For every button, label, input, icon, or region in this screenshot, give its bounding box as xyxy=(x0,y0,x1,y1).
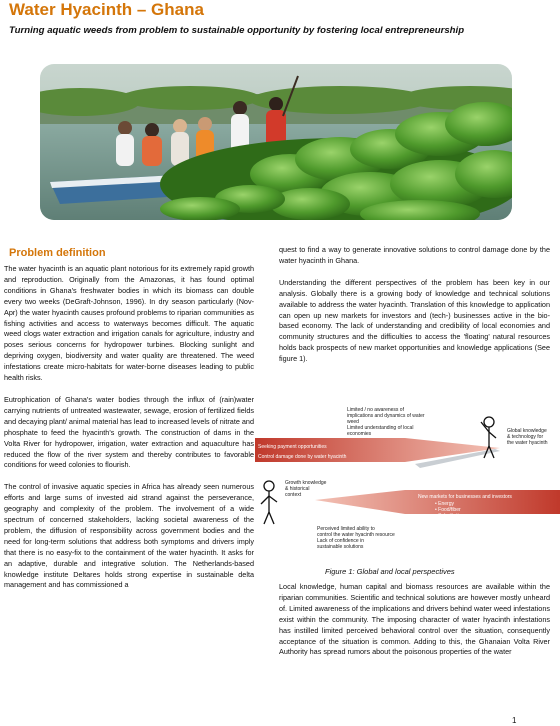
paragraph: Understanding the different perspectives of the problem has been key in our analysis. Globally there is a growing body of knowledge and technical solutions available to address the water hyacinth. Translation of this knowledge to application can open up new markets for investors and (tech-) businesses active in the bio-based economy. The lack of understanding and credibility of local economies and community structures and the difficulties to access the 'floating' natural resources holds back prospects of new market opportunities and knowledge applications (See figure 1). xyxy=(279,277,550,364)
left-person-line-1: Growth knowledge xyxy=(285,480,327,486)
right-band-bullet-1: • Energy xyxy=(435,501,454,507)
bottom-note-line-4: sustainable solutions xyxy=(317,544,364,550)
left-person-line-2: & historical xyxy=(285,486,310,492)
right-band-bullet-3: • Substitution xyxy=(435,513,465,519)
figure-caption: Figure 1: Global and local perspectives xyxy=(325,567,455,576)
paragraph: Local knowledge, human capital and biomass resources are available within the riparian communities. Scientific and technical solutions are however mostly unheard of. Limited awareness of the implications and drivers behind water weed infestations exist within the community. The imposing character of water hyacinth infestations has instilled limited perceived behavioral control over the situation, consequently acceptance of the situation is common. Adding to this, the Ghanaian Volta River Authority has spread rumors about the poisonous properties of the water xyxy=(279,582,550,657)
left-band-line-1: Seeking payment opportunities xyxy=(258,444,327,450)
paragraph: Eutrophication of Ghana's water bodies through the influx of (rain)water carrying nutrients of untreated wastewater, sewage, erosion of fertilized fields and decaying plant/ animal material has lead to increased levels of nitrate and phosphate to feed the hyacinth's growth. The construction of dams in the Volta River for hydropower, irrigation, water extraction and aquaculture has reduced the flow of the river system and thereby contributes to favorable conditions for weed colonies to flourish. xyxy=(4,394,254,470)
figure-global-local-perspectives xyxy=(255,404,560,564)
left-person-line-3: context xyxy=(285,492,302,498)
right-text-column-top xyxy=(279,245,550,376)
top-note-line-5: economies xyxy=(347,431,372,437)
top-note-line-3: weed xyxy=(347,419,359,425)
top-note-line-2: implications and dynamics of water xyxy=(347,413,425,419)
right-text-column-bottom xyxy=(279,582,550,669)
right-person-line-3: the water hyacinth xyxy=(507,440,548,446)
left-text-column xyxy=(4,264,254,602)
right-person-line-2: & technology for xyxy=(507,434,544,440)
paragraph: quest to find a way to generate innovative solutions to control damage done by the water hyacinth in Ghana. xyxy=(279,245,550,265)
document-title: Water Hyacinth – Ghana xyxy=(9,0,204,19)
section-heading-problem-definition: Problem definition xyxy=(9,247,106,259)
hero-photo xyxy=(40,64,512,220)
page-number: 1 xyxy=(512,716,517,725)
bottom-note-line-2: control the water hyacinth resource xyxy=(317,532,395,538)
right-band-bullet-2: • Food/fiber xyxy=(435,507,461,513)
right-person-line-1: Global knowledge xyxy=(507,428,547,434)
paragraph: The water hyacinth is an aquatic plant notorious for its extremely rapid growth and reproduction. Originally from the Amazonas, it has found optimal conditions in Ghana's freshwater bodies in which its biomass can double every two weeks (DeGraft-Johnson, 1996). In dry season particularly (Nov-Apr) the water hyacinth causes profound problems to riparian communities as fishing activities and access to waterways becomes difficult. The aquatic weed clogs water extraction and irrigation canals for agriculture, industry and poses serious concerns for hydropower turbines. Blocking sunlight and depriving oxygen, biodiversity and water quality are threatened. The weed infestations create micro-habitats for water-borne diseases leading to public health risks. xyxy=(4,264,254,383)
document-subtitle: Turning aquatic weeds from problem to sustainable opportunity by fostering local entrepreneurship xyxy=(9,25,465,36)
bottom-note-line-1: Perceived limited ability to xyxy=(317,526,375,532)
top-note-line-1: Limited / no awareness of xyxy=(347,407,404,413)
top-note-line-4: Limited understanding of local xyxy=(347,425,414,431)
bottom-note-line-3: Lack of confidence in xyxy=(317,538,364,544)
right-band-line-1: New markets for businesses and investors xyxy=(418,494,512,500)
paragraph: The control of invasive aquatic species in Africa has already seen numerous efforts and large sums of invested aid strand against the perseverance, geography and complexity of the problem. The involvement of a wide spectrum of concerned stakeholders, lacking societal awareness of the problem, the diffusion of responsibility across government bodies and the need for long-term solutions that address both symptoms and drivers imply that there is no easy-fix to the containment of the water hyacinth. It asks for an adaptive, durable and integrative solution. The Netherlands-based knowledge institute Deltares holds strong expertise in sustainable delta management and has commissioned a xyxy=(4,482,254,590)
left-band-line-2: Control damage done by water hyacinth xyxy=(258,454,347,460)
local-person-icon xyxy=(261,481,277,524)
